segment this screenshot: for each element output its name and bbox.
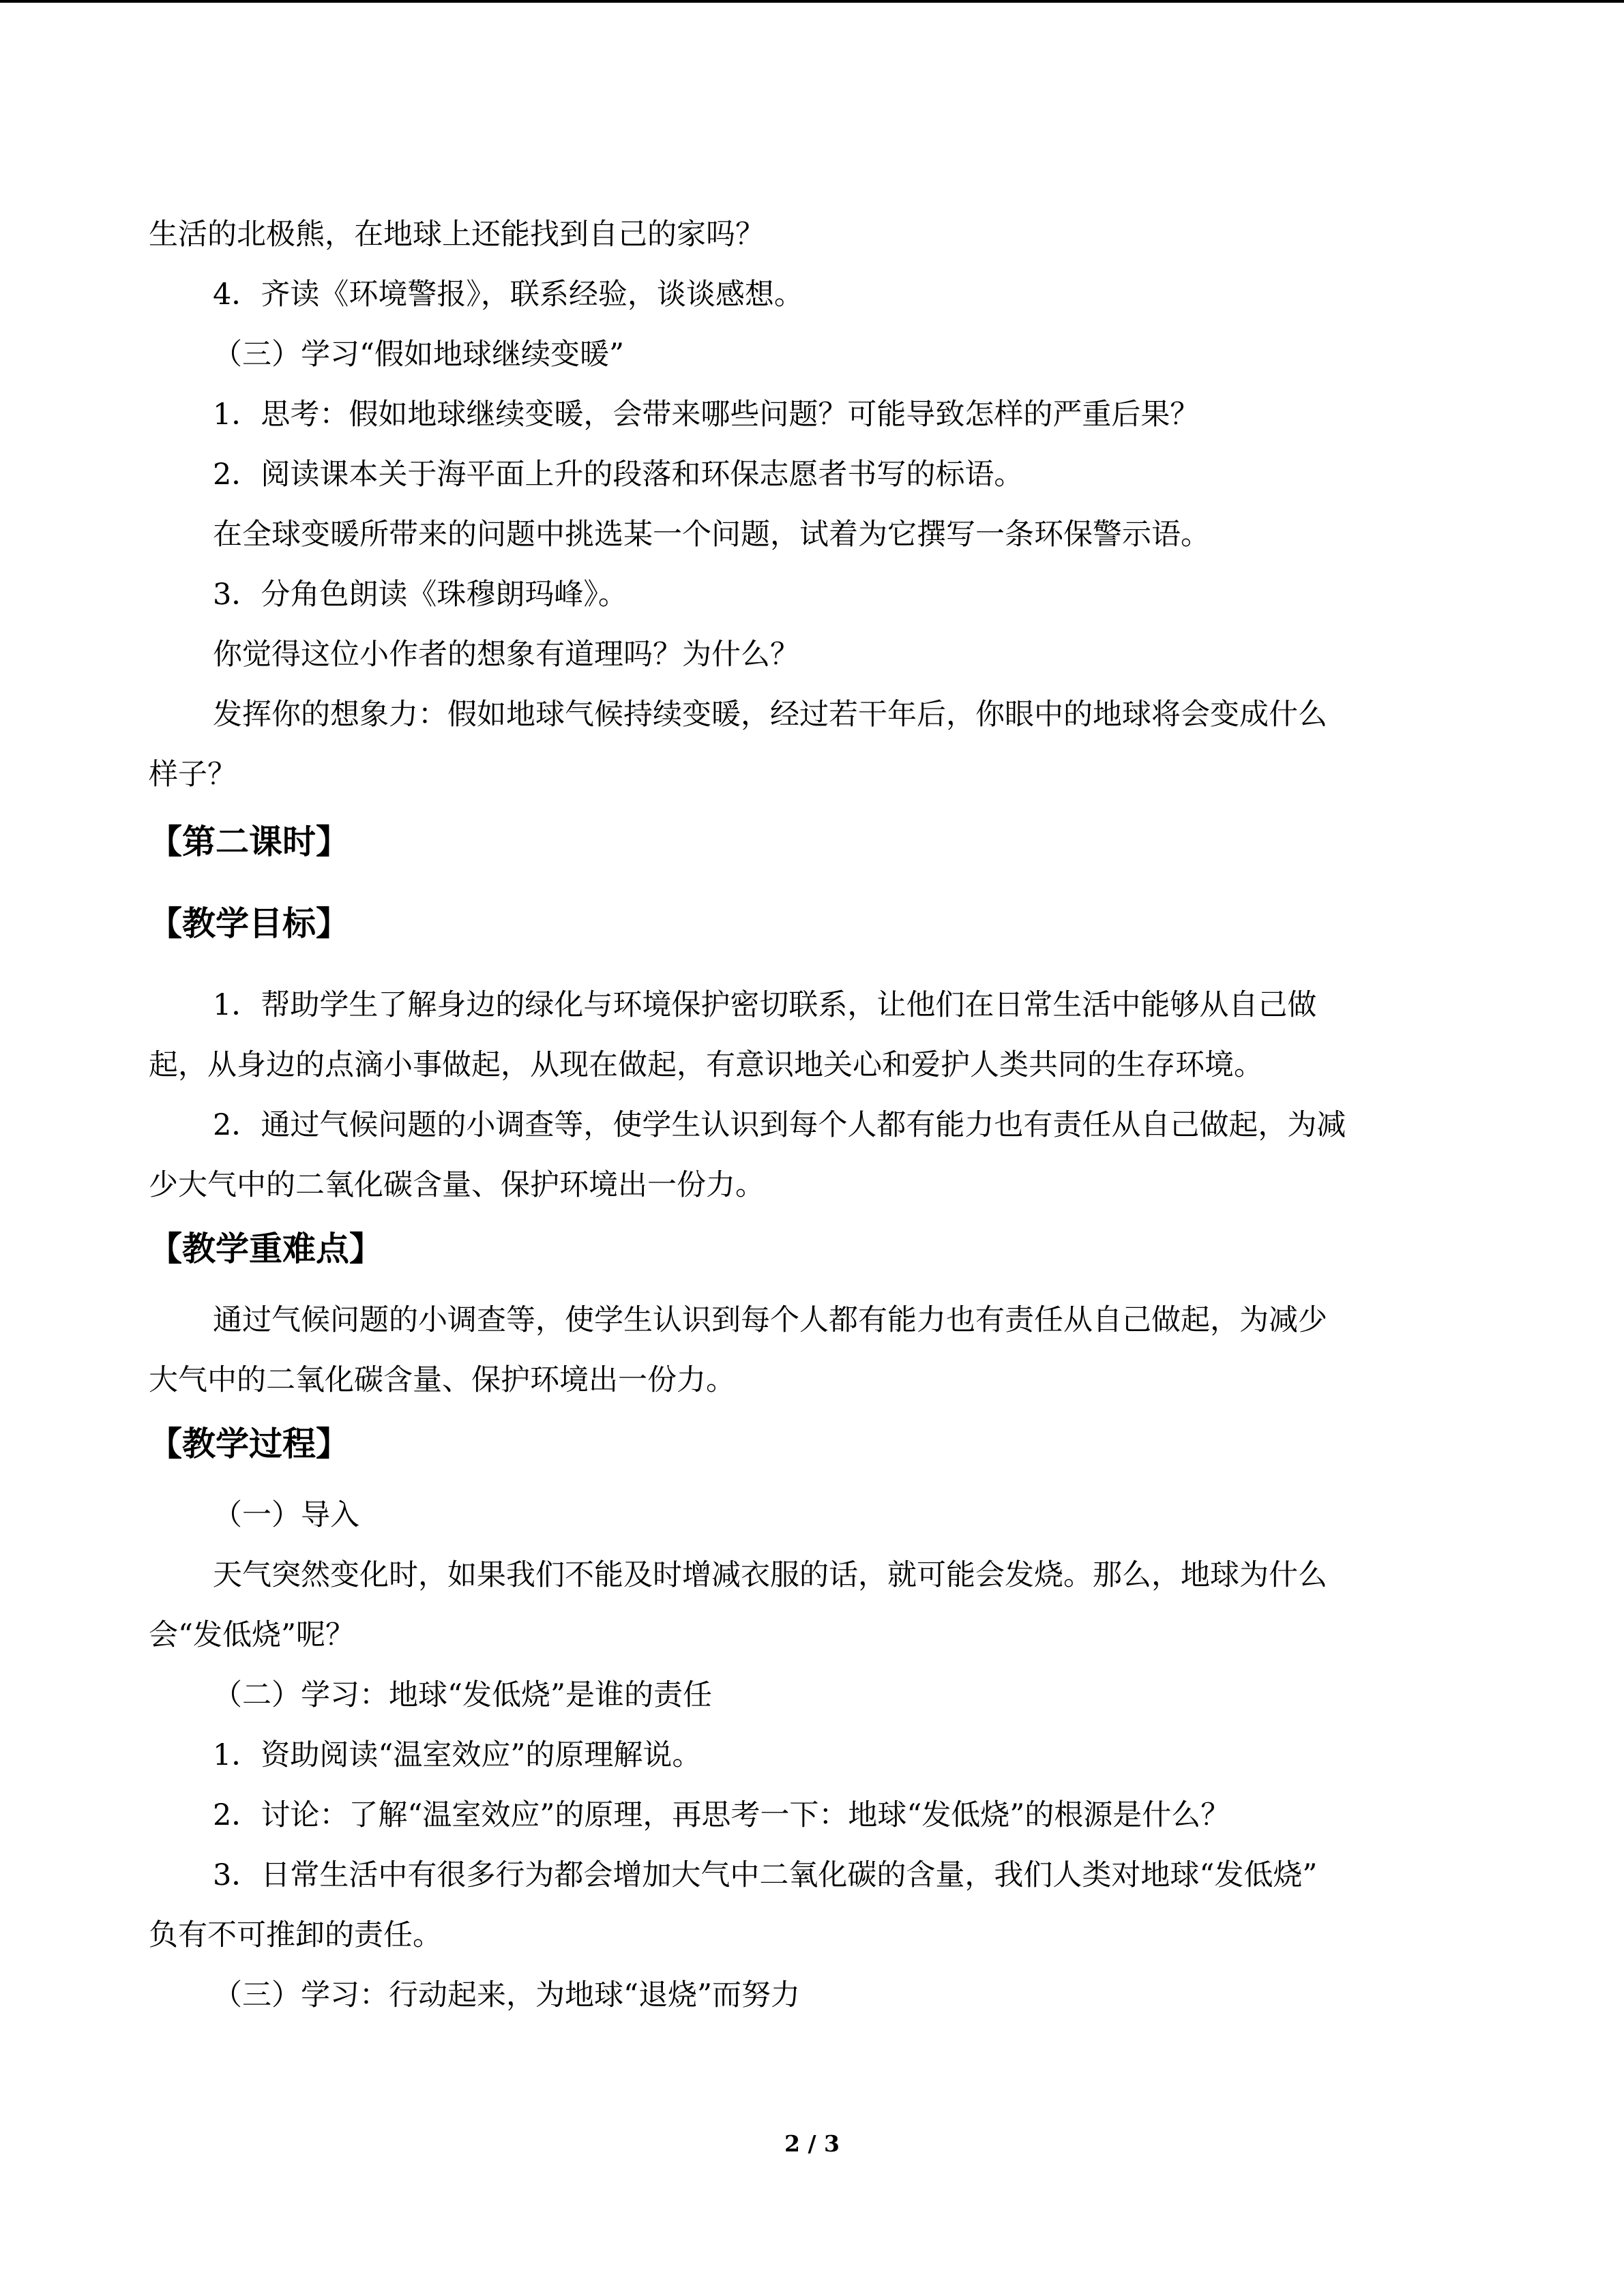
text-line: 少大气中的二氧化碳含量、保护环境出一份力。 — [149, 1168, 765, 1202]
text-line: 你觉得这位小作者的想象有道理吗？为什么？ — [213, 638, 799, 672]
text-line: 通过气候问题的小调查等，使学生认识到每个人都有能力也有责任从自己做起，为减少 — [213, 1303, 1327, 1337]
text-line: 天气突然变化时，如果我们不能及时增减衣服的话，就可能会发烧。那么，地球为什么 — [213, 1558, 1327, 1592]
text-line: 负有不可推卸的责任。 — [149, 1918, 442, 1952]
text-line: 3．分角色朗读《珠穆朗玛峰》。 — [213, 578, 628, 612]
text-line: 2．通过气候问题的小调查等，使学生认识到每个人都有能力也有责任从自己做起，为减 — [213, 1108, 1346, 1142]
text-line: 1．帮助学生了解身边的绿化与环境保护密切联系，让他们在日常生活中能够从自己做 — [213, 988, 1317, 1022]
text-line: 4．齐读《环境警报》，联系经验，谈谈感想。 — [213, 278, 803, 312]
text-line: 3．日常生活中有很多行为都会增加大气中二氧化碳的含量，我们人类对地球“发低烧” — [213, 1858, 1318, 1892]
section-heading: 【教学目标】 — [149, 904, 350, 943]
text-line: 生活的北极熊，在地球上还能找到自己的家吗？ — [149, 218, 765, 252]
text-line: 2．讨论：了解“温室效应”的原理，再思考一下：地球“发低烧”的根源是什么？ — [213, 1798, 1230, 1832]
section-heading: 【第二课时】 — [149, 822, 350, 861]
text-line: （三）学习“假如地球继续变暖” — [213, 338, 624, 372]
page-number: 2 / 3 — [784, 2130, 840, 2157]
text-line: （一）导入 — [213, 1498, 359, 1532]
text-line: 2．阅读课本关于海平面上升的段落和环保志愿者书写的标语。 — [213, 458, 1024, 492]
text-line: 在全球变暖所带来的问题中挑选某一个问题，试着为它撰写一条环保警示语。 — [213, 518, 1210, 552]
top-border-line — [0, 0, 1624, 3]
text-line: 发挥你的想象力：假如地球气候持续变暖，经过若干年后，你眼中的地球将会变成什么 — [213, 698, 1327, 732]
document-page — [149, 205, 1486, 2025]
text-line: 大气中的二氧化碳含量、保护环境出一份力。 — [149, 1363, 735, 1397]
text-line: 会“发低烧”呢？ — [149, 1618, 355, 1652]
text-line: 起，从身边的点滴小事做起，从现在做起，有意识地关心和爱护人类共同的生存环境。 — [149, 1048, 1263, 1082]
text-line: 1．资助阅读“温室效应”的原理解说。 — [213, 1738, 702, 1772]
section-heading: 【教学重难点】 — [149, 1229, 383, 1268]
text-line: （二）学习：地球“发低烧”是谁的责任 — [213, 1678, 712, 1712]
section-heading: 【教学过程】 — [149, 1425, 350, 1463]
text-line: 样子？ — [149, 758, 237, 792]
text-line: 1．思考：假如地球继续变暖，会带来哪些问题？可能导致怎样的严重后果？ — [213, 398, 1200, 432]
text-line: （三）学习：行动起来，为地球“退烧”而努力 — [213, 1978, 800, 2012]
